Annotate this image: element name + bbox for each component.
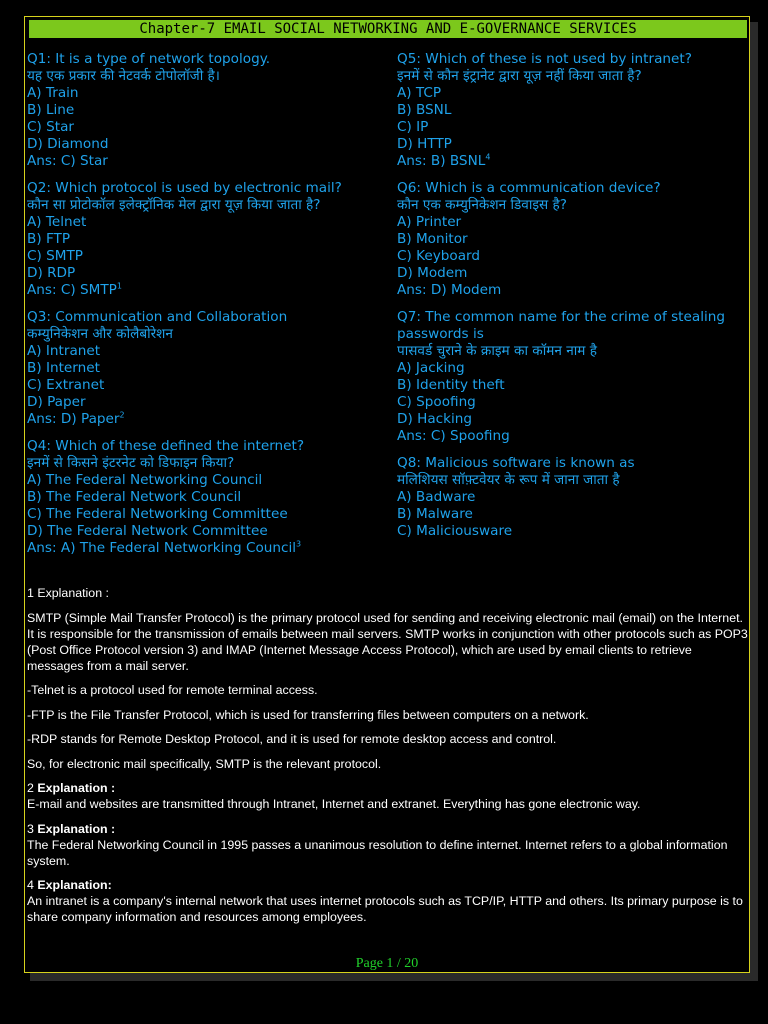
option-a: A) The Federal Networking Council xyxy=(27,472,263,488)
question-hindi: कौन सा प्रोटोकॉल इलेक्ट्रॉनिक मेल द्वारा यूज़ किया जाता है? xyxy=(27,197,321,213)
option-d: D) Paper xyxy=(27,394,86,410)
answer-line xyxy=(27,282,385,299)
option-b: B) Monitor xyxy=(397,231,468,247)
option-b: B) Internet xyxy=(27,360,100,376)
footnote-ref[interactable]: 3 xyxy=(296,539,302,549)
question-block xyxy=(397,180,755,299)
option-b: B) Identity theft xyxy=(397,377,505,393)
question-hindi: कम्युनिकेशन और कोलैबोरेशन xyxy=(27,326,173,342)
page-number: Page 1 / 20 xyxy=(355,956,419,971)
option-a: A) Printer xyxy=(397,214,462,230)
footnote-ref[interactable]: 1 xyxy=(116,281,122,291)
option-a: A) TCP xyxy=(397,85,442,101)
answer-text: Ans: C) SMTP xyxy=(27,282,117,298)
option-d: D) Diamond xyxy=(27,136,109,152)
explanations-section xyxy=(27,585,749,934)
explanation-1-summary: So, for electronic mail specifically, SMTP is the relevant protocol. xyxy=(27,756,382,771)
option-b: B) BSNL xyxy=(397,102,452,118)
option-d: D) RDP xyxy=(27,265,76,281)
document-page xyxy=(24,16,750,973)
answer-text: Ans: D) Paper xyxy=(27,411,120,427)
option-b: B) The Federal Network Council xyxy=(27,489,242,505)
question-block xyxy=(397,309,755,445)
answer-text: Ans: D) Modem xyxy=(397,282,502,298)
explanation-2-heading xyxy=(27,780,749,796)
question-text: Q8: Malicious software is known as xyxy=(397,455,635,471)
option-c: C) Maliciousware xyxy=(397,523,513,539)
chapter-title: Chapter-7 EMAIL SOCIAL NETWORKING AND E-GOVERNANCE SERVICES xyxy=(29,20,747,38)
footnote-number: 4 xyxy=(27,878,34,892)
question-text: Q3: Communication and Collaboration xyxy=(27,309,288,325)
question-text: Q5: Which of these is not used by intranet? xyxy=(397,51,692,67)
explanation-1-rdp: -RDP stands for Remote Desktop Protocol, and it is used for remote desktop access and control. xyxy=(27,732,557,746)
option-a: A) Jacking xyxy=(397,360,465,376)
question-block xyxy=(397,455,755,540)
option-a: A) Intranet xyxy=(27,343,101,359)
answer-line xyxy=(27,411,385,428)
option-c: C) Spoofing xyxy=(397,394,476,410)
explanation-1-telnet: -Telnet is a protocol used for remote terminal access. xyxy=(27,683,318,697)
question-hindi: इनमें से किसने इंटरनेट को डिफाइन किया? xyxy=(27,455,235,471)
explanation-2-body: E-mail and websites are transmitted through Intranet, Internet and extranet. Everything has gone electronic way. xyxy=(27,797,641,811)
answer-text: Ans: C) Spoofing xyxy=(397,428,510,444)
option-c: C) Star xyxy=(27,119,74,135)
question-hindi: यह एक प्रकार की नेटवर्क टोपोलॉजी है। xyxy=(27,68,220,84)
question-block xyxy=(27,309,385,428)
answer-line xyxy=(397,428,755,445)
question-text: Q2: Which protocol is used by electronic mail? xyxy=(27,180,342,196)
footnote-number: 3 xyxy=(27,821,34,836)
option-a: A) Train xyxy=(27,85,79,101)
answer-line xyxy=(27,153,385,170)
answer-text: Ans: A) The Federal Networking Council xyxy=(27,540,297,556)
answer-text: Ans: C) Star xyxy=(27,153,108,169)
footnote-ref[interactable]: 2 xyxy=(119,410,125,420)
option-c: C) SMTP xyxy=(27,248,83,264)
footnote-number: 2 xyxy=(27,781,34,795)
question-block xyxy=(27,51,385,170)
explanation-3-heading xyxy=(27,821,749,837)
question-hindi: कौन एक कम्युनिकेशन डिवाइस है? xyxy=(397,197,567,213)
footnote-ref[interactable]: 4 xyxy=(485,152,491,162)
option-a: A) Badware xyxy=(397,489,476,505)
question-text: Q7: The common name for the crime of stealing passwords is xyxy=(397,309,725,342)
option-d: D) Modem xyxy=(397,265,468,281)
question-text: Q1: It is a type of network topology. xyxy=(27,51,271,67)
option-d: D) Hacking xyxy=(397,411,473,427)
answer-line xyxy=(397,282,755,299)
answer-text: Ans: B) BSNL xyxy=(397,153,486,169)
explanation-1-ftp: -FTP is the File Transfer Protocol, which is used for transferring files between computers on a network. xyxy=(27,707,589,722)
page-shadow-bottom xyxy=(30,973,758,981)
option-c: C) IP xyxy=(397,119,429,135)
explanation-4-body: An intranet is a company's internal network that uses internet protocols such as TCP/IP, HTTP and others. Its primary purpose is to share company information and resources among employees. xyxy=(27,894,743,924)
option-b: B) Malware xyxy=(397,506,473,522)
option-c: C) The Federal Networking Committee xyxy=(27,506,288,522)
answer-line xyxy=(27,540,385,557)
explanation-1-heading: 1 Explanation : xyxy=(27,586,109,600)
question-block xyxy=(27,180,385,299)
option-c: C) Extranet xyxy=(27,377,105,393)
option-d: D) The Federal Network Committee xyxy=(27,523,268,539)
explanation-4-heading xyxy=(27,877,749,893)
question-hindi: इनमें से कौन इंट्रानेट द्वारा यूज़ नहीं किया जाता है? xyxy=(397,68,642,84)
question-hindi: मलिशियस सॉफ़्टवेयर के रूप में जाना जाता है xyxy=(397,472,620,488)
option-a: A) Telnet xyxy=(27,214,87,230)
option-c: C) Keyboard xyxy=(397,248,481,264)
questions-right-column xyxy=(397,51,755,550)
explanation-1-body: SMTP (Simple Mail Transfer Protocol) is the primary protocol used for sending and receiving electronic mail (email) on the Internet. It is responsible for the transmission of emails between mail servers. SMTP works in conjunction with other protocols such as POP3 (Post Office Protocol version 3) and IMAP (Internet Message Access Protocol), which are used by email clients to retrieve messages from a mail server. xyxy=(27,610,748,673)
explanation-label: Explanation : xyxy=(37,781,116,795)
explanation-label: Explanation: xyxy=(37,878,112,892)
option-b: B) Line xyxy=(27,102,75,118)
explanation-3-body: The Federal Networking Council in 1995 passes a unanimous resolution to define internet. Internet refers to a global information system. xyxy=(27,837,728,868)
explanation-label: Explanation : xyxy=(37,821,116,836)
question-text: Q6: Which is a communication device? xyxy=(397,180,661,196)
question-text: Q4: Which of these defined the internet? xyxy=(27,438,305,454)
answer-line xyxy=(397,153,755,170)
option-d: D) HTTP xyxy=(397,136,452,152)
question-hindi: पासवर्ड चुराने के क्राइम का कॉमन नाम है xyxy=(397,343,597,359)
question-block xyxy=(397,51,755,170)
questions-left-column xyxy=(27,51,385,567)
option-b: B) FTP xyxy=(27,231,71,247)
question-block xyxy=(27,438,385,557)
